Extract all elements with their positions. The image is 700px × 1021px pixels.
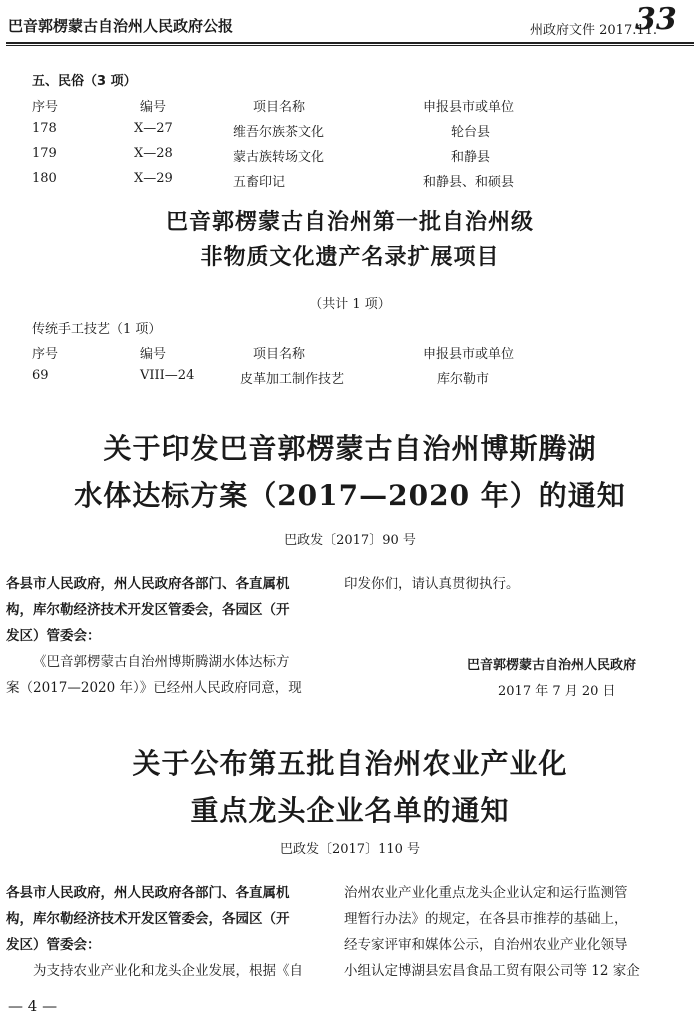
header-rule-thin — [6, 45, 694, 46]
addressee-line: 构，库尔勒经济技术开发区管委会，各园区（开 — [6, 911, 290, 927]
cell-name: 蒙古族转场文化 — [233, 150, 325, 165]
body-line: 经专家评审和媒体公示，自治州农业产业化领导 — [344, 937, 628, 953]
body-line: 治州农业产业化重点龙头企业认定和运行监测管 — [344, 885, 628, 901]
notice2-body-left — [6, 880, 326, 984]
footer-page-number: — 4 — — [8, 997, 58, 1015]
cell-no: 69 — [32, 368, 49, 383]
addressee-line: 发区）管委会： — [6, 628, 101, 644]
body-line: 《巴音郭楞蒙古自治州博斯腾湖水体达标方 — [33, 654, 290, 670]
addressee-line: 构，库尔勒经济技术开发区管委会，各园区（开 — [6, 602, 290, 618]
cell-name: 维吾尔族茶文化 — [233, 125, 325, 140]
document-type-date: 州政府文件 2017.11. — [530, 23, 658, 38]
cell-unit: 和静县 — [451, 150, 491, 165]
addressee-line: 各县市人民政府，州人民政府各部门、各直属机 — [6, 885, 290, 901]
cell-unit: 库尔勒市 — [437, 372, 490, 387]
expansion-list-title: 巴音郭楞蒙古自治州第一批自治州级 — [165, 209, 534, 235]
body-line: 为支持农业产业化和龙头企业发展，根据《自 — [33, 963, 303, 979]
notice1-date: 2017 年 7 月 20 日 — [498, 684, 616, 699]
cell-no: 178 — [32, 121, 57, 136]
col-header-no: 序号 — [32, 347, 59, 362]
notice1-signer: 巴音郭楞蒙古自治州人民政府 — [467, 658, 637, 673]
header-page-number: 33 — [635, 2, 677, 37]
cell-unit: 和静县、和硕县 — [423, 175, 515, 190]
cell-code: X—27 — [134, 121, 173, 136]
cell-code: X—28 — [134, 146, 173, 161]
notice1-body-left — [6, 571, 326, 701]
header-rule — [6, 42, 694, 44]
notice2-doc-number: 巴政发〔2017〕110 号 — [279, 842, 421, 857]
col-header-name: 项目名称 — [253, 100, 306, 115]
body-line: 小组认定博湖县宏昌食品工贸有限公司等 12 家企 — [344, 963, 640, 979]
body-line: 案（2017—2020 年）》已经州人民政府同意，现 — [6, 680, 302, 696]
col-header-name: 项目名称 — [253, 347, 306, 362]
notice2-title-line2: 重点龙头企业名单的通知 — [190, 794, 510, 827]
notice1-doc-number: 巴政发〔2017〕90 号 — [284, 533, 416, 548]
col-header-code: 编号 — [140, 100, 167, 115]
notice1-title: 关于印发巴音郭楞蒙古自治州博斯腾湖 — [103, 432, 597, 465]
notice2-title: 关于公布第五批自治州农业产业化 — [132, 747, 568, 780]
cell-code: VIII—24 — [140, 368, 195, 383]
body-line: 理暂行办法》的规定，在各县市推荐的基础上， — [344, 911, 628, 927]
cell-no: 180 — [32, 171, 57, 186]
addressee-line: 各县市人民政府，州人民政府各部门、各直属机 — [6, 576, 290, 592]
col-header-code: 编号 — [140, 347, 167, 362]
cell-name: 皮革加工制作技艺 — [240, 372, 345, 387]
notice2-body-right — [344, 880, 674, 984]
expansion-list-title-line2: 非物质文化遗产名录扩展项目 — [200, 244, 500, 270]
expansion-total: （共计 1 项） — [309, 297, 391, 312]
notice1-title-line2: 水体达标方案（2017—2020 年）的通知 — [74, 479, 626, 512]
cell-name: 五畜印记 — [233, 175, 286, 190]
addressee-line: 发区）管委会： — [6, 937, 101, 953]
col-header-unit: 申报县市或单位 — [423, 100, 515, 115]
cell-unit: 轮台县 — [451, 125, 491, 140]
section-heading-folk: 五、民俗（3 项） — [32, 74, 137, 89]
body-line: 印发你们，请认真贯彻执行。 — [344, 576, 520, 592]
category-heading: 传统手工技艺（1 项） — [32, 322, 162, 337]
col-header-no: 序号 — [32, 100, 59, 115]
notice1-body-right — [344, 571, 674, 597]
cell-no: 179 — [32, 146, 57, 161]
col-header-unit: 申报县市或单位 — [423, 347, 515, 362]
publication-name: 巴音郭楞蒙古自治州人民政府公报 — [8, 17, 234, 35]
cell-code: X—29 — [134, 171, 173, 186]
